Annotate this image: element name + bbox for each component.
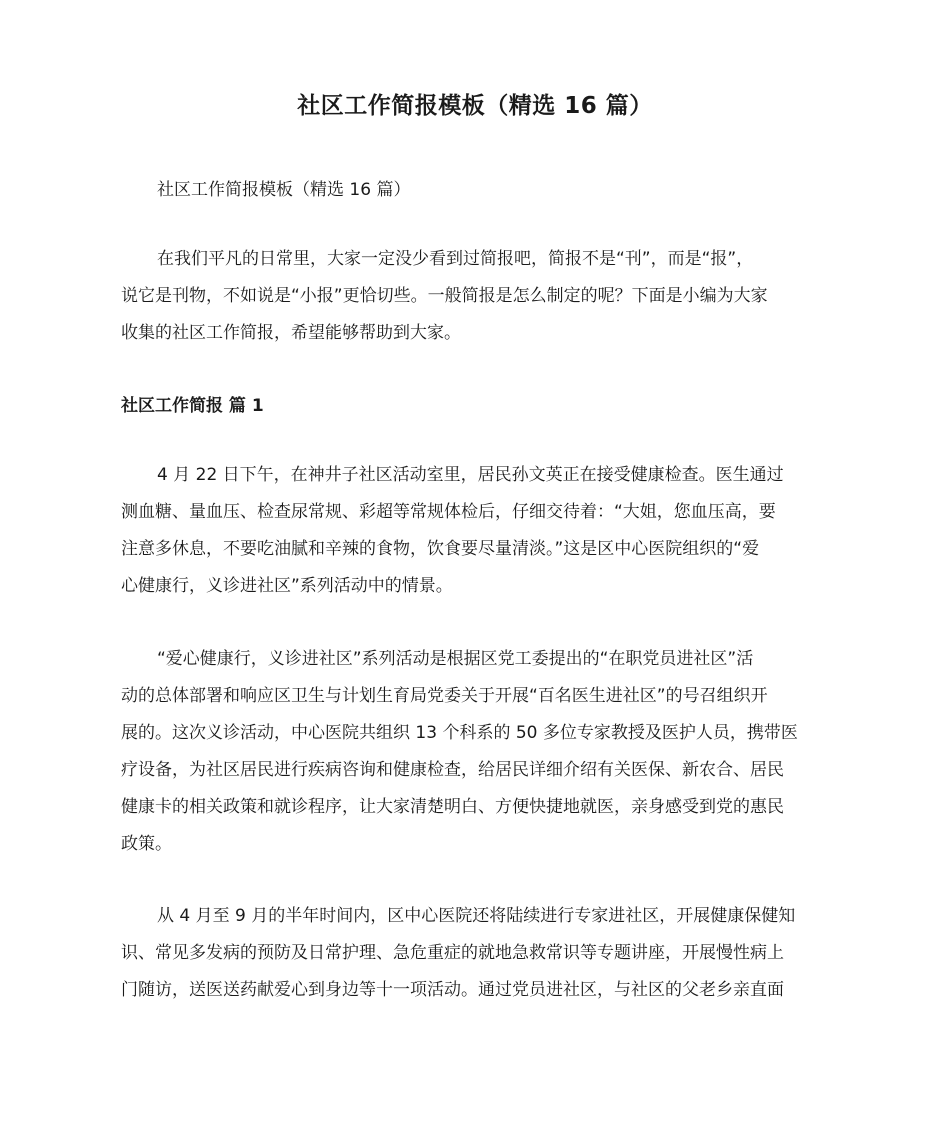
paragraph-line: 识、常见多发病的预防及日常护理、急危重症的就地急救常识等专题讲座，开展慢性病上: [121, 943, 784, 963]
paragraph-line: 说它是刊物，不如说是“小报”更恰切些。一般简报是怎么制定的呢？下面是小编为大家: [121, 286, 768, 306]
document-subtitle: 社区工作简报模板（精选 16 篇）: [157, 180, 411, 200]
body-paragraph-3: [121, 898, 831, 1009]
paragraph-line: 动的总体部署和响应区卫生与计划生育局党委关于开展“百名医生进社区”的号召组织开: [121, 686, 768, 706]
paragraph-line: 门随访，送医送药献爱心到身边等十一项活动。通过党员进社区，与社区的父老乡亲直面: [121, 980, 784, 1000]
paragraph-line: 健康卡的相关政策和就诊程序，让大家清楚明白、方便快捷地就医，亲身感受到党的惠民: [121, 797, 784, 817]
paragraph-line: 展的。这次义诊活动，中心医院共组织 13 个科系的 50 多位专家教授及医护人员，携带医: [121, 723, 798, 743]
paragraph-line: 在我们平凡的日常里，大家一定没少看到过简报吧，简报不是“刊”，而是“报”，: [157, 249, 754, 269]
paragraph-line: 注意多休息，不要吃油腻和辛辣的食物，饮食要尽量清淡。”这是区中心医院组织的“爱: [121, 539, 760, 559]
paragraph-line: 从 4 月至 9 月的半年时间内，区中心医院还将陆续进行专家进社区，开展健康保健知: [157, 906, 796, 926]
paragraph-line: “爱心健康行，义诊进社区”系列活动是根据区党工委提出的“在职党员进社区”活: [157, 649, 754, 669]
paragraph-line: 收集的社区工作简报，希望能够帮助到大家。: [121, 323, 461, 343]
document-title: 社区工作简报模板（精选 16 篇）: [297, 93, 653, 119]
intro-paragraph: [121, 241, 831, 352]
section-heading: 社区工作简报 篇 1: [121, 396, 264, 416]
body-paragraph-1: [121, 457, 831, 605]
paragraph-line: 4 月 22 日下午，在神井子社区活动室里，居民孙文英正在接受健康检查。医生通过: [157, 465, 784, 485]
paragraph-line: 测血糖、量血压、检查尿常规、彩超等常规体检后，仔细交待着：“大姐，您血压高，要: [121, 502, 776, 522]
paragraph-line: 政策。: [121, 834, 172, 854]
paragraph-line: 心健康行，义诊进社区”系列活动中的情景。: [121, 576, 453, 596]
body-paragraph-2: [121, 641, 831, 863]
paragraph-line: 疗设备，为社区居民进行疾病咨询和健康检查，给居民详细介绍有关医保、新农合、居民: [121, 760, 784, 780]
